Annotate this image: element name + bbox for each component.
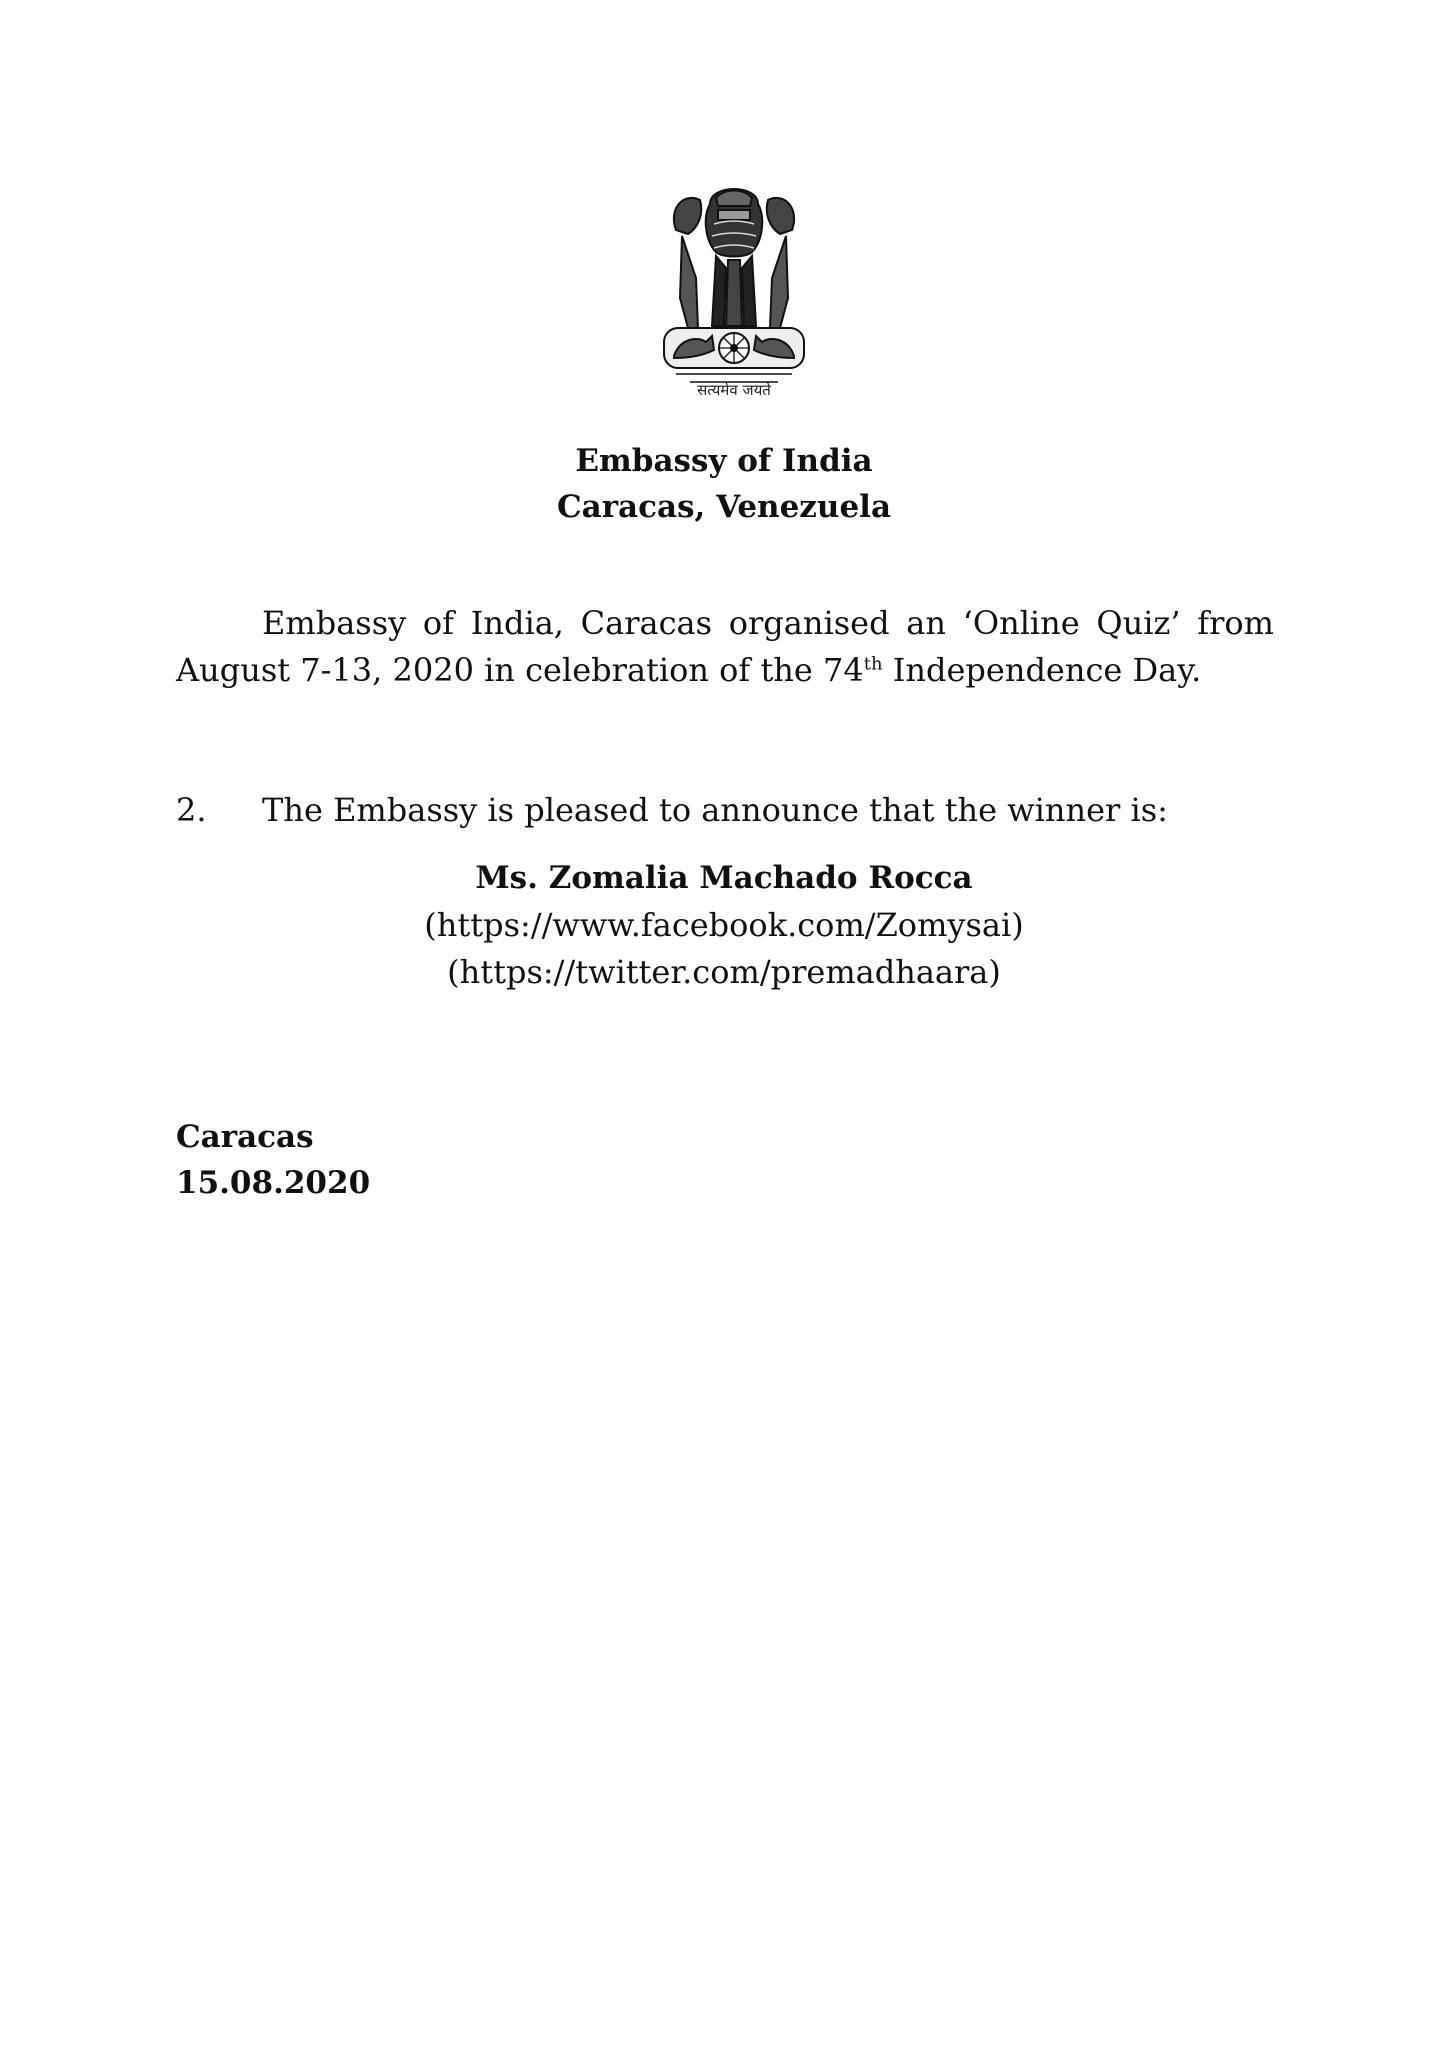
letterhead-title: Embassy of India [575, 443, 873, 479]
paragraph-text: The Embassy is pleased to announce that the winner is: [262, 791, 1168, 829]
signoff-place: Caracas [176, 1119, 314, 1155]
winner-facebook-link: (https://www.facebook.com/Zomysai) [424, 906, 1024, 944]
winner-block [0, 855, 1448, 996]
winner-twitter-link: (https://twitter.com/premadhaara) [447, 953, 1001, 991]
signoff [176, 1114, 370, 1206]
paragraph-text-end: Independence Day. [882, 651, 1202, 689]
letterhead-location: Caracas, Venezuela [556, 489, 892, 525]
paragraph-announcement [176, 600, 1274, 694]
national-emblem-icon [654, 178, 814, 413]
letterhead [0, 438, 1448, 530]
ordinal-superscript: th [863, 653, 883, 675]
signoff-date: 15.08.2020 [176, 1165, 371, 1201]
paragraph-number: 2. [176, 791, 207, 829]
winner-name: Ms. Zomalia Machado Rocca [475, 860, 973, 896]
paragraph-text: Embassy of India, Caracas organised an ‘Online Quiz’ from August 7-13, 2020 in celebration of the 74 [176, 604, 1274, 689]
emblem-motto: सत्यमेव जयते [697, 381, 771, 399]
paragraph-winner-intro [176, 787, 1274, 834]
